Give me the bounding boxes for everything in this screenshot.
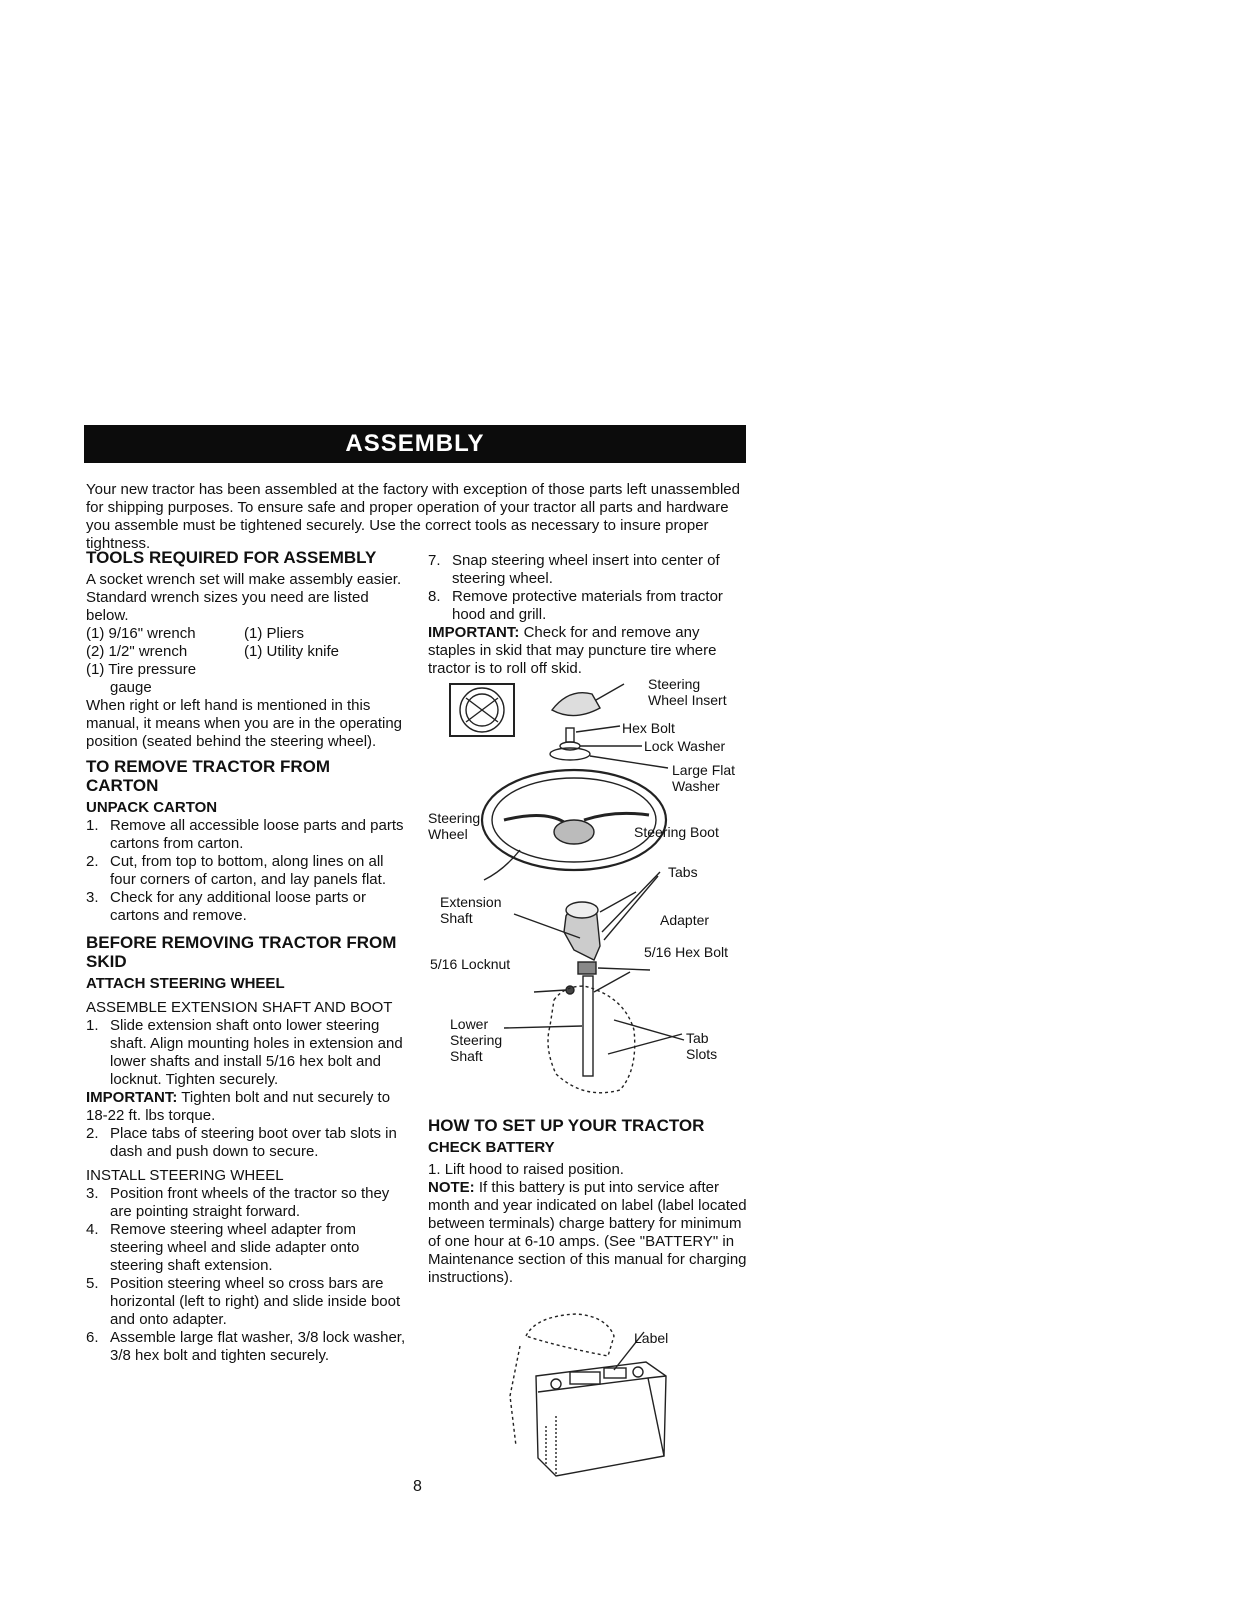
list-item: 7. Snap steering wheel insert into center of steering wheel. — [428, 552, 720, 587]
label-516-hex-bolt: 5/16 Hex Bolt — [644, 944, 729, 960]
page-number: 8 — [413, 1478, 422, 1495]
label-large-flat-washer: Large Flat — [672, 762, 736, 778]
list-item: 8. Remove protective materials from tractor hood and grill. — [428, 588, 723, 623]
list-item: 4. Remove steering wheel adapter from steering wheel and slide adapter onto steering shaft extension. — [86, 1221, 360, 1274]
label-steering-boot: Steering Boot — [634, 824, 719, 840]
label-lower-steering-shaft: Lower — [450, 1016, 489, 1032]
label-battery-label: Label — [634, 1330, 669, 1346]
right-column-bottom — [428, 1116, 748, 1287]
list-item: 3. Check for any additional loose parts or cartons and remove. — [86, 889, 366, 924]
tool-item: (1) Utility knife — [244, 643, 340, 660]
assemble-steps — [86, 1017, 406, 1089]
setup-heading: HOW TO SET UP YOUR TRACTOR — [428, 1116, 705, 1135]
label-steering-wheel-insert: Wheel Insert — [648, 692, 727, 708]
tool-item: (1) Pliers — [244, 625, 305, 642]
list-item: 1. Slide extension shaft onto lower steering shaft. Align mounting holes in extension and lower shafts and install 5/16 hex bolt and locknut. Tighten securely. — [86, 1017, 403, 1088]
battery-step-1: 1. Lift hood to raised position. — [428, 1161, 624, 1178]
intro-paragraph: Your new tractor has been assembled at the factory with exception of those parts left unassembled for shipping purposes. To ensure safe and proper operation of your tractor all parts and hardware you assemble must be tightened securely. Use the correct tools as necessary to insure proper tightness. — [86, 481, 740, 552]
section-title-banner: ASSEMBLY — [84, 425, 746, 463]
remove-carton-heading: TO REMOVE TRACTOR FROM CARTON — [86, 757, 330, 795]
label-extension-shaft: Extension — [440, 894, 502, 910]
list-item: 2. Cut, from top to bottom, along lines on all four corners of carton, and lay panels flat. — [86, 853, 386, 888]
install-steering-heading: INSTALL STEERING WHEEL — [86, 1167, 284, 1184]
label-steering-wheel: Steering — [428, 810, 481, 826]
check-battery-heading: CHECK BATTERY — [428, 1139, 555, 1156]
label-lower-steering-shaft: Shaft — [450, 1048, 483, 1064]
install-steps — [86, 1185, 406, 1365]
list-item: 5. Position steering wheel so cross bars are horizontal (left to right) and slide inside boot and onto adapter. — [86, 1275, 401, 1328]
label-516-locknut: 5/16 Locknut — [430, 956, 511, 972]
label-lock-washer: Lock Washer — [644, 738, 726, 754]
battery-figure — [496, 1306, 706, 1492]
skid-heading: BEFORE REMOVING TRACTOR FROM SKID — [86, 933, 397, 971]
tools-heading: TOOLS REQUIRED FOR ASSEMBLY — [86, 548, 377, 567]
assemble-shaft-heading: ASSEMBLE EXTENSION SHAFT AND BOOT — [86, 999, 393, 1016]
left-column — [86, 548, 406, 1365]
tool-item: gauge — [110, 679, 152, 696]
list-item: 1. Remove all accessible loose parts and parts cartons from carton. — [86, 817, 404, 852]
label-tabs: Tabs — [668, 864, 698, 880]
attach-steering-heading: ATTACH STEERING WHEEL — [86, 975, 285, 992]
tool-item: (1) Tire pressure — [86, 661, 197, 678]
battery-drawing — [496, 1306, 706, 1492]
tools-list — [86, 625, 406, 697]
label-hex-bolt: Hex Bolt — [622, 720, 675, 736]
label-steering-wheel: Wheel — [428, 826, 468, 842]
list-item: 3. Position front wheels of the tractor so they are pointing straight forward. — [86, 1185, 390, 1220]
tool-item: (2) 1/2" wrench — [86, 643, 188, 660]
hand-note: When right or left hand is mentioned in this manual, it means when you are in the operating position (seated behind the steering wheel). — [86, 697, 403, 750]
label-adapter: Adapter — [660, 912, 710, 928]
unpack-steps — [86, 817, 406, 925]
label-extension-shaft: Shaft — [440, 910, 473, 926]
tool-item: (1) 9/16" wrench — [86, 625, 196, 642]
tools-text: A socket wrench set will make assembly easier. Standard wrench sizes you need are listed below. — [86, 571, 402, 624]
unpack-carton-heading: UNPACK CARTON — [86, 799, 218, 816]
label-steering-wheel-insert: Steering — [648, 676, 701, 692]
steering-assembly-figure — [424, 670, 748, 1110]
list-item: 6. Assemble large flat washer, 3/8 lock washer, 3/8 hex bolt and tighten securely. — [86, 1329, 406, 1364]
battery-note: NOTE: If this battery is put into service after month and year indicated on label (label located between terminals) charge battery for minimum of one hour at 6-10 amps. (See "BATTERY" in Maintenance section of this manual for charging instructions). — [428, 1179, 747, 1286]
important-note-torque: IMPORTANT: Tighten bolt and nut securely to 18-22 ft. lbs torque. — [86, 1089, 391, 1124]
right-column-top — [428, 552, 748, 678]
list-item: 2. Place tabs of steering boot over tab slots in dash and push down to secure. — [86, 1125, 397, 1160]
important-note-staples: IMPORTANT: Check for and remove any staples in skid that may puncture tire where tractor is to roll off skid. — [428, 624, 717, 677]
label-lower-steering-shaft: Steering — [450, 1032, 503, 1048]
label-large-flat-washer: Washer — [672, 778, 720, 794]
label-tab-slots: Tab — [686, 1030, 709, 1046]
label-tab-slots: Slots — [686, 1046, 718, 1062]
